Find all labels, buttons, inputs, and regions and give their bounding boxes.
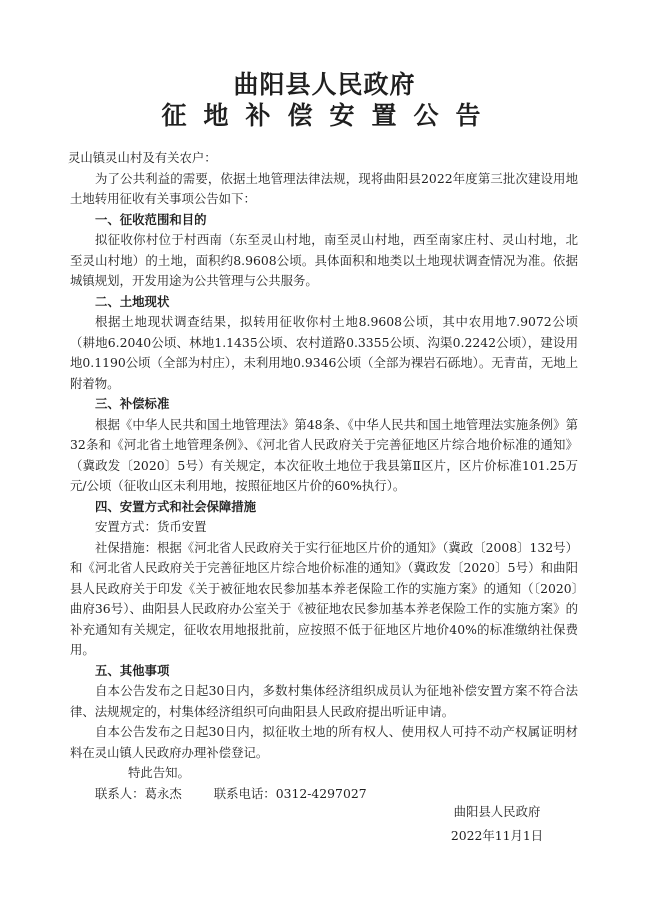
closing-line: 特此告知。 xyxy=(128,765,190,780)
signature-date: 2022年11月1日 xyxy=(450,828,544,843)
document-title: 征地补偿安置公告 xyxy=(161,101,498,130)
section-heading-other: 五、其他事项 xyxy=(95,662,170,678)
section-paragraph: 根据《中华人民共和国土地管理法》第48条、《中华人民共和国土地管理法实施条例》第32条和《河北省土地管理条例》、《河北省人民政府关于完善征地区片综合地价标准的通知》（冀政发〔2020〕5号）有关规定，本次征收土地位于我县第Ⅱ区片，区片价标准101.25万元/公顷（征收山区未利用地，按照征地区片价的60%执行）。 xyxy=(70,416,578,493)
contact-person-label: 联系人： xyxy=(95,785,145,801)
section-heading-compensation: 三、补偿标准 xyxy=(95,396,170,411)
section-paragraph: 拟征收你村位于村西南（东至灵山村地，南至灵山村地，西至南家庄村、灵山村地，北至灵山村地）的土地，面积约8.9608公顷。具体面积和地类以土地现状调查情况为准。依据城镇规划，开发用途为公共管理与公共服务。 xyxy=(70,232,578,288)
section-heading-resettlement: 四、安置方式和社会保障措施 xyxy=(95,498,257,514)
signature-org: 曲阳县人民政府 xyxy=(453,804,541,819)
notice-body xyxy=(70,148,578,804)
issuer-title: 曲阳县人民政府 xyxy=(233,70,416,99)
contact-phone-label: 联系电话： xyxy=(213,785,276,801)
section-heading-land-status: 二、土地现状 xyxy=(95,293,170,309)
section-paragraph: 根据土地现状调查结果，拟转用征收你村土地8.9608公顷，其中农用地7.9072公顷（耕地6.2040公顷、林地1.1435公顷、农村道路0.3355公顷、沟渠0.2242公顷），建设用地0.1190公顷（全部为村庄），未利用地0.9346公顷（全部为裸岩石砾地）。无青苗，无地上附着物。 xyxy=(70,314,578,391)
section-paragraph: 自本公告发布之日起30日内，多数村集体经济组织成员认为征地补偿安置方案不符合法律、法规规定的，村集体经济组织可向曲阳县人民政府提出听证申请。 xyxy=(70,683,578,719)
section-paragraph: 安置方式：货币安置 xyxy=(95,519,207,534)
section-heading-scope: 一、征收范围和目的 xyxy=(95,211,207,227)
contact-person: 葛永杰 xyxy=(144,785,182,801)
section-paragraph: 社保措施：根据《河北省人民政府关于实行征地区片价的通知》（冀政〔2008〕132号）和《河北省人民政府关于完善征地区片综合地价标准的通知》（冀政发〔2020〕5号）和曲阳县人民政府关于印发《关于被征地农民参加基本养老保险工作的实施方案》的通知（〔2020〕曲府36号）、曲阳县人民政府办公室关于《被征地农民参加基本养老保险工作的实施方案》的补充通知有关规定，征收农用地报批前，应按照不低于征地区片地价40%的标准缴纳社保费用。 xyxy=(70,539,578,657)
salutation: 灵山镇灵山村及有关农户： xyxy=(68,150,217,165)
contact-phone: 0312-4297027 xyxy=(275,785,367,801)
signature-block xyxy=(422,800,572,848)
intro-paragraph: 为了公共利益的需要，依据土地管理法律法规，现将曲阳县2022年度第三批次建设用地土地转用征收有关事项公告如下： xyxy=(70,170,578,206)
section-paragraph: 自本公告发布之日起30日内，拟征收土地的所有权人、使用权人可持不动产权属证明材料在灵山镇人民政府办理补偿登记。 xyxy=(70,724,578,760)
